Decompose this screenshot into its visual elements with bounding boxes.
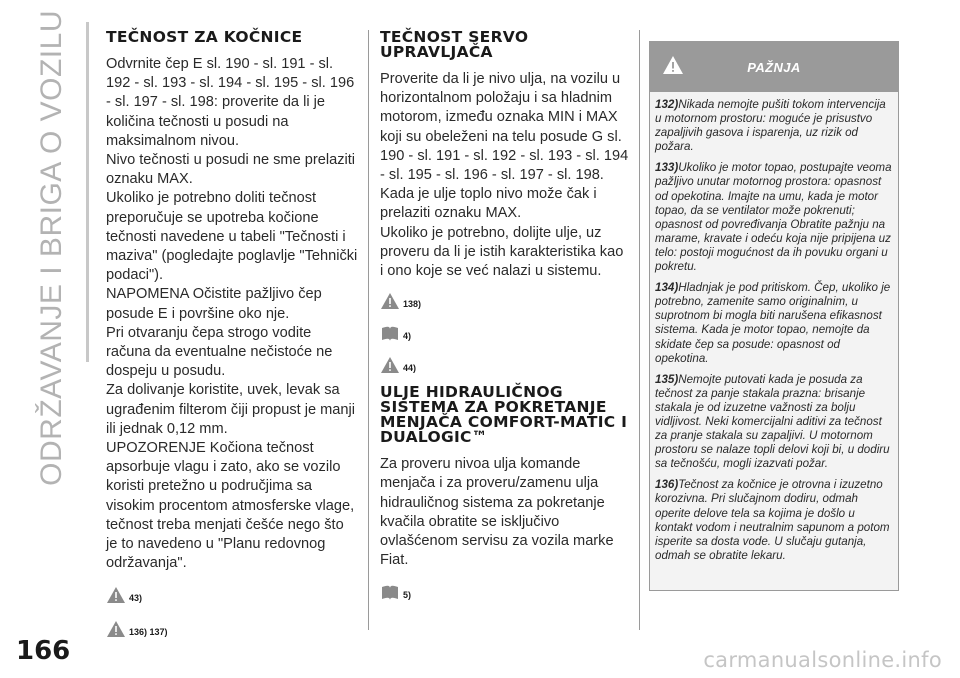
paragraph: Odvrnite čep E sl. 190 - sl. 191 - sl. 192 - sl. 193 - sl. 194 - sl. 195 - sl. 196 - sl. 197 - sl. 198: proverite da li je količina tečnosti u posudi na maksimalnom nivou. <box>106 56 355 149</box>
warning-box <box>649 41 899 591</box>
paragraph: Kada je ulje toplo nivo može čak i prelaziti oznaku MAX. <box>380 186 597 222</box>
warning-box-header <box>650 42 898 92</box>
paragraph: Nivo tečnosti u posudi ne sme prelaziti oznaku MAX. <box>106 152 356 188</box>
brake-fluid-heading: TEČNOST ZA KOČNICE <box>106 28 303 46</box>
brake-fluid-section <box>106 30 358 639</box>
warning-triangle-icon <box>662 55 684 75</box>
chapter-title-text: ODRŽAVANJE I BRIGA O VOZILU <box>35 10 68 486</box>
note-number: 135) <box>655 372 679 386</box>
column-divider-2 <box>639 30 640 630</box>
brake-fluid-body <box>106 55 358 573</box>
power-steering-section <box>380 30 630 602</box>
warning-box-body <box>650 92 898 563</box>
warning-triangle-icon <box>106 586 126 604</box>
warning-triangle-icon <box>106 620 126 638</box>
hydraulic-oil-body <box>380 455 630 570</box>
warning-reference <box>106 585 358 605</box>
warning-reference <box>380 355 630 375</box>
info-reference <box>380 582 630 602</box>
warning-box-title: PAŽNJA <box>747 59 801 75</box>
reference-number: 136) 137) <box>129 627 168 638</box>
note-number: 134) <box>655 281 679 295</box>
page-number: 166 <box>16 636 71 666</box>
note-text: Ukoliko je motor topao, postupajte veoma pažljivo unutar motornog prostora: opasnost od opekotina. Imajte na umu, kada je motor topao, da se ventilator može pokrenuti; opasnost od povređivanja Obratite pažnju na marame, kravate i odeću koja nije pripijena uz telo: postoji mogućnost da ih povuku organi u pokretu. <box>655 161 892 274</box>
column-divider-1 <box>368 30 369 630</box>
warning-note <box>655 373 893 472</box>
note-number: 136) <box>655 478 679 492</box>
reference-number: 44) <box>403 363 417 374</box>
power-steering-body <box>380 70 630 281</box>
paragraph: Proverite da li je nivo ulja, na vozilu u horizontalnom položaju i sa hladnim motorom, između oznaka MIN i MAX koji su obeleženi na telu posude G sl. 190 - sl. 191 - sl. 192 - sl. 193 - sl. 194 - sl. 195 - sl. 196 - sl. 197 - sl. 198. <box>380 71 629 184</box>
note-text: Hladnjak je pod pritiskom. Čep, ukoliko je potrebno, zamenite samo originalnim, u suprotnom bi mogla biti narušena efikasnost sistema. Kada je motor topao, nemojte da skidate čep sa posude: opasnost od opekotina. <box>655 281 891 365</box>
reference-number: 43) <box>129 593 143 604</box>
reference-number: 138) <box>403 299 422 310</box>
paragraph: Za dolivanje koristite, uvek, levak sa ugrađenim filterom čiji propust je manji ili jednak 0,12 mm. <box>106 382 356 437</box>
paragraph: Ukoliko je potrebno, dolijte ulje, uz proveru da li je istih karakteristika kao i ono koje se već nalazi u sistemu. <box>380 224 624 280</box>
paragraph: UPOZORENJE Kočiona tečnost apsorbuje vlagu i zato, ako se vozilo koristi pretežno u područjima sa visokim procentom atmosferske vlage, tečnost treba menjati češće nego što je to navedeno u "Planu redovnog održavanja". <box>106 440 355 572</box>
watermark: carmanualsonline.info <box>703 648 942 672</box>
paragraph: Pri otvaranju čepa strogo vodite računa da eventualne nečistoće ne dospeju u posudu. <box>106 324 333 380</box>
paragraph: Za proveru nivoa ulja komande menjača i za proveru/zamenu ulja hidrauličnog sistema za pokretanje kvačila obratite se isključivo ovlašćenom servisu za vozila marke Fiat. <box>380 456 614 569</box>
reference-number: 4) <box>403 331 412 342</box>
warning-note <box>655 281 893 366</box>
info-reference <box>380 323 630 343</box>
book-icon <box>380 324 400 342</box>
note-number: 132) <box>655 98 679 111</box>
paragraph: NAPOMENA Očistite pažljivo čep posude E i površine oko nje. <box>106 286 322 322</box>
warning-triangle-icon <box>380 292 400 310</box>
warning-note <box>655 98 893 154</box>
warning-note <box>655 161 893 274</box>
sidebar-rule <box>86 22 89 362</box>
warning-note <box>655 478 893 563</box>
warning-reference <box>380 291 630 311</box>
hydraulic-oil-heading: ULJE HIDRAULIČNOG SISTEMA ZA POKRETANJE MENJAČA COMFORT-MATIC I DUALOGIC™ <box>380 383 628 447</box>
power-steering-heading: TEČNOST SERVO UPRAVLJAČA <box>380 28 529 61</box>
note-number: 133) <box>655 161 679 175</box>
note-text: Nemojte putovati kada je posuda za tečnost za panje stakala prazna: brisanje stakala je od izuzetne važnosti za bolju vidljivost. Neki komercijalni aditivi za tečnost za pranje stakala su zapaljivi. U motornom prostoru se nalaze topli delovi koji bi, u dodiru sa tečnošću, mogli izazvati požar. <box>655 372 890 471</box>
warning-triangle-icon <box>380 356 400 374</box>
warning-reference <box>106 619 358 639</box>
chapter-title-vertical <box>22 10 82 486</box>
reference-number: 5) <box>403 590 412 601</box>
note-text: Nikada nemojte pušiti tokom intervencija u motornom prostoru: moguće je prisustvo zapaljivih gasova i isparenja, uz rizik od požara. <box>655 98 886 154</box>
paragraph: Ukoliko je potrebno doliti tečnost preporučuje se upotreba kočione tečnosti navedene u tabeli "Tečnosti i maziva" (pogledajte poglavlje "Tehnički podaci"). <box>106 190 358 284</box>
note-text: Tečnost za kočnice je otrovna i izuzetno korozivna. Pri slučajnom dodiru, odmah operite delove tela sa kojima je došlo u kontakt vodom i neutralnim sapunom a potom isperite sa dosta vode. U slučaju gutanja, odmah se obratite lekaru. <box>655 478 890 562</box>
book-icon <box>380 583 400 601</box>
